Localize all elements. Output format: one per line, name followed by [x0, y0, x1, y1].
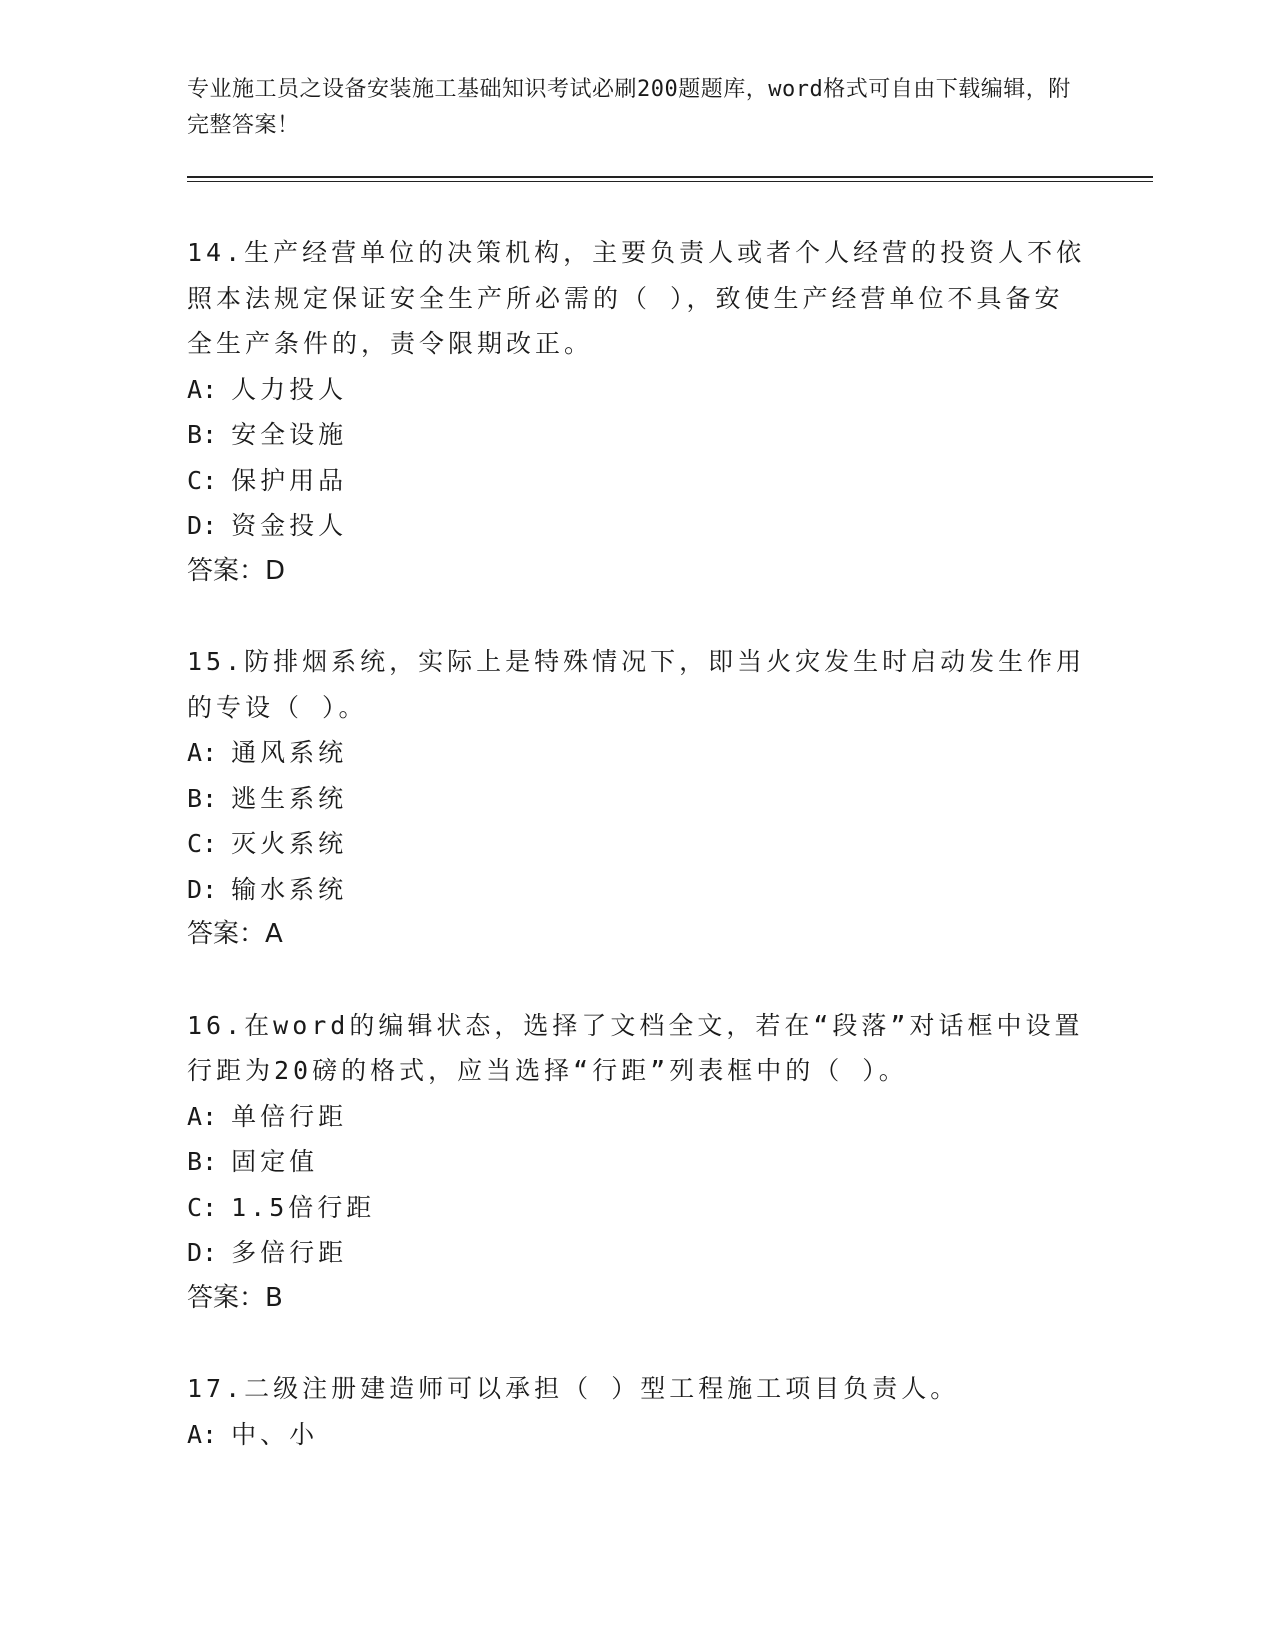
- option-text: 安全设施: [231, 420, 348, 449]
- option-key: D:: [187, 511, 218, 540]
- option-text: 固定值: [231, 1147, 319, 1176]
- header-divider: [187, 176, 1153, 178]
- option-text: 输水系统: [231, 874, 348, 904]
- question-body: 二级注册建造师可以承担（ ）型工程施工项目负责人。: [244, 1374, 960, 1403]
- question-14: [187, 230, 1087, 594]
- question-number: 17.: [187, 1374, 245, 1403]
- option-b: [187, 776, 1087, 822]
- option-key: B:: [187, 783, 218, 813]
- option-key: C:: [187, 829, 218, 858]
- question-17: [187, 1366, 1087, 1457]
- option-key: D:: [187, 1238, 218, 1267]
- question-body: 防排烟系统，实际上是特殊情况下，即当火灾发生时启动发生作用的专设（ ）。: [187, 647, 1086, 722]
- question-number: 14.: [187, 238, 245, 267]
- question-number: 16.: [187, 1010, 245, 1040]
- answer-line: 答案：A: [187, 919, 283, 949]
- option-a: [187, 367, 1087, 413]
- option-b: [187, 412, 1087, 458]
- option-key: C:: [187, 465, 218, 495]
- option-text: 灭火系统: [231, 829, 348, 858]
- question-text: [187, 1366, 1087, 1412]
- option-d: [187, 503, 1087, 549]
- question-16: [187, 1003, 1087, 1322]
- option-text: 多倍行距: [231, 1238, 348, 1267]
- question-list: [187, 230, 1087, 1502]
- option-key: B:: [187, 1147, 218, 1176]
- option-key: C:: [187, 1192, 218, 1222]
- option-key: A:: [187, 374, 218, 404]
- option-key: A:: [187, 738, 218, 767]
- option-text: 保护用品: [231, 465, 348, 495]
- question-text: [187, 639, 1087, 730]
- option-d: [187, 867, 1087, 913]
- option-text: 单倍行距: [231, 1101, 348, 1131]
- document-header: [187, 72, 1087, 144]
- option-a: [187, 1094, 1087, 1140]
- option-key: D:: [187, 874, 218, 904]
- question-number: 15.: [187, 647, 245, 676]
- option-a: [187, 1412, 1087, 1458]
- question-text: [187, 230, 1087, 367]
- question-15: [187, 639, 1087, 958]
- option-text: 中、小: [231, 1419, 319, 1449]
- option-text: 通风系统: [231, 738, 348, 767]
- option-key: A:: [187, 1101, 218, 1131]
- option-c: [187, 458, 1087, 504]
- option-key: B:: [187, 420, 218, 449]
- option-text: 资金投人: [231, 511, 348, 540]
- header-title: 专业施工员之设备安装施工基础知识考试必刷200题题库，word格式可自由下载编辑，附完整答案！: [187, 77, 1071, 138]
- option-key: A:: [187, 1419, 218, 1449]
- option-b: [187, 1139, 1087, 1185]
- option-text: 人力投人: [231, 374, 348, 404]
- header-divider-thin: [187, 181, 1153, 182]
- question-body: 在word的编辑状态，选择了文档全文，若在“段落”对话框中设置行距为20磅的格式，应当选择“行距”列表框中的（ ）。: [187, 1010, 1084, 1085]
- option-c: [187, 821, 1087, 867]
- option-d: [187, 1230, 1087, 1276]
- answer-line: 答案：D: [187, 555, 286, 586]
- option-a: [187, 730, 1087, 776]
- option-text: 逃生系统: [231, 783, 348, 813]
- answer-line: 答案：B: [187, 1282, 283, 1313]
- option-text: 1.5倍行距: [231, 1192, 376, 1222]
- question-body: 生产经营单位的决策机构，主要负责人或者个人经营的投资人不依照本法规定保证安全生产所必需的（ ），致使生产经营单位不具备安全生产条件的，责令限期改正。: [187, 238, 1086, 358]
- option-c: [187, 1185, 1087, 1231]
- question-text: [187, 1003, 1087, 1094]
